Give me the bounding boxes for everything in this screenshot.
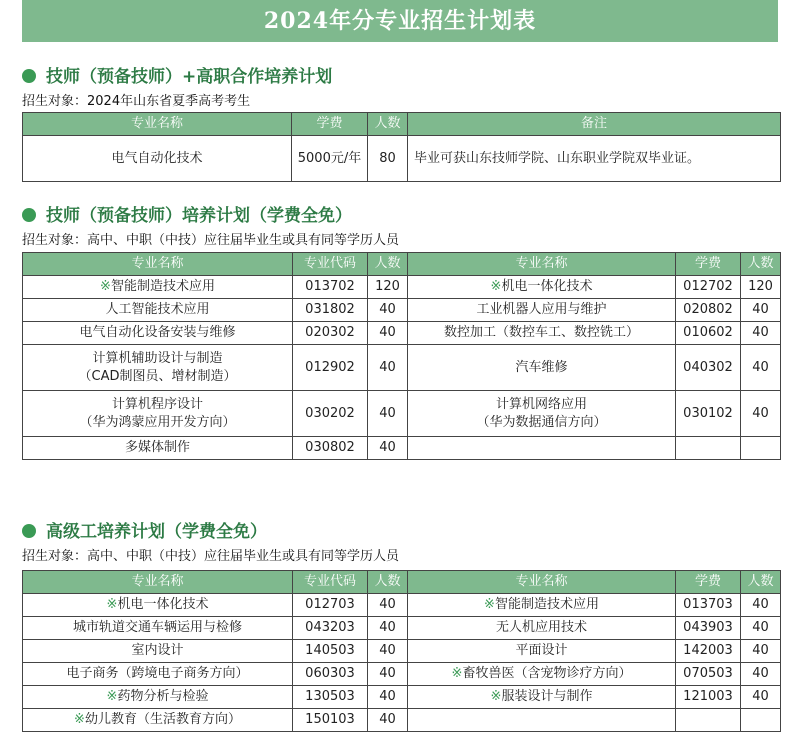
col-header: 备注 [408, 113, 781, 136]
major-code: 130503 [293, 686, 368, 709]
enrollment-count: 120 [741, 276, 781, 299]
col-header: 专业代码 [293, 571, 368, 594]
major-label: 计算机程序设计 [111, 396, 203, 412]
major-name [23, 391, 293, 437]
note-mark-icon: ※ [74, 712, 85, 728]
major-label: 智能制造技术应用 [494, 597, 599, 613]
enrollment-count: 40 [368, 686, 408, 709]
major-code: 012902 [293, 345, 368, 391]
table-row [23, 594, 781, 617]
major-name: 城市轨道交通车辆运用与检修 [23, 617, 293, 640]
table-header [23, 571, 781, 594]
col-header: 专业代码 [293, 253, 368, 276]
major-name: 室内设计 [23, 640, 293, 663]
major-sublabel: （华为数据通信方向） [476, 414, 607, 430]
major-code: 013702 [293, 276, 368, 299]
major-code: 043903 [676, 617, 741, 640]
enrollment-count: 40 [741, 391, 781, 437]
table-row [23, 686, 781, 709]
major-label: 机电一体化技术 [117, 597, 209, 613]
major-code: 121003 [676, 686, 741, 709]
major-label: 服装设计与制作 [501, 689, 593, 705]
major-code: 070503 [676, 663, 741, 686]
major-name: 汽车维修 [408, 345, 676, 391]
major-name [408, 663, 676, 686]
enrollment-count: 40 [368, 299, 408, 322]
remark: 毕业可获山东技师学院、山东职业学院双毕业证。 [408, 136, 781, 182]
note-mark-icon: ※ [484, 597, 495, 613]
empty-cell [741, 709, 781, 732]
major-name: 电气自动化设备安装与维修 [23, 322, 293, 345]
major-name: 人工智能技术应用 [23, 299, 293, 322]
major-code: 012703 [293, 594, 368, 617]
enrollment-count: 40 [741, 617, 781, 640]
table-row [23, 276, 781, 299]
enrollment-count: 40 [368, 594, 408, 617]
major-code: 060303 [293, 663, 368, 686]
enrollment-count: 40 [741, 594, 781, 617]
enrollment-count: 40 [368, 322, 408, 345]
tuition: 5000元/年 [292, 136, 368, 182]
major-code: 040302 [676, 345, 741, 391]
section-1-target: 招生对象：2024年山东省夏季高考考生 [22, 94, 251, 109]
col-header: 专业名称 [23, 253, 293, 276]
col-header: 人数 [741, 253, 781, 276]
empty-cell [741, 437, 781, 460]
major-name [23, 709, 293, 732]
major-label: 计算机网络应用 [495, 396, 587, 412]
col-header: 人数 [368, 571, 408, 594]
empty-cell [676, 709, 741, 732]
table-row [23, 437, 781, 460]
enrollment-count: 40 [741, 299, 781, 322]
col-header: 专业名称 [23, 571, 293, 594]
col-header: 人数 [368, 253, 408, 276]
enrollment-count: 120 [368, 276, 408, 299]
note-mark-icon: ※ [106, 597, 118, 613]
empty-cell [408, 709, 676, 732]
major-name: 数控加工（数控车工、数控铣工） [408, 322, 676, 345]
col-header: 学费 [676, 571, 741, 594]
major-sublabel: （CAD制图员、增材制造） [78, 368, 237, 384]
section-2-heading [22, 201, 352, 226]
table-row [23, 640, 781, 663]
table-3 [22, 570, 781, 732]
col-header: 专业名称 [408, 253, 676, 276]
major-name: 电子商务（跨境电子商务方向） [23, 663, 293, 686]
section-1-title: 技师（预备技师）+高职合作培养计划 [46, 67, 333, 87]
page-title: 2024年分专业招生计划表 [22, 0, 778, 42]
enrollment-count: 40 [741, 322, 781, 345]
col-header: 学费 [292, 113, 368, 136]
enrollment-count: 80 [368, 136, 408, 182]
major-code: 142003 [676, 640, 741, 663]
note-mark-icon: ※ [106, 689, 118, 705]
table-row [23, 663, 781, 686]
enrollment-count: 40 [368, 617, 408, 640]
note-mark-icon: ※ [451, 666, 463, 682]
major-label: 智能制造技术应用 [110, 279, 215, 295]
table-header [23, 113, 781, 136]
major-name [23, 594, 293, 617]
major-name: 多媒体制作 [23, 437, 293, 460]
table-1 [22, 112, 781, 182]
major-name [408, 391, 676, 437]
major-name [23, 345, 293, 391]
col-header: 人数 [741, 571, 781, 594]
enrollment-count: 40 [368, 640, 408, 663]
section-3-title: 高级工培养计划（学费全免） [46, 522, 267, 542]
note-mark-icon: ※ [100, 279, 111, 295]
empty-cell [676, 437, 741, 460]
major-label: 幼儿教育（生活教育方向） [84, 712, 241, 728]
section-3-target: 招生对象：高中、中职（中技）应往届毕业生或具有同等学历人员 [22, 549, 400, 564]
major-code: 013703 [676, 594, 741, 617]
major-label: 畜牧兽医（含宠物诊疗方向） [462, 666, 632, 682]
major-label: 机电一体化技术 [501, 279, 593, 295]
major-name [408, 686, 676, 709]
enrollment-count: 40 [368, 709, 408, 732]
enrollment-count: 40 [741, 640, 781, 663]
major-code: 010602 [676, 322, 741, 345]
col-header: 专业名称 [408, 571, 676, 594]
major-name: 平面设计 [408, 640, 676, 663]
empty-cell [408, 437, 676, 460]
bullet-icon [22, 524, 36, 538]
bullet-icon [22, 69, 36, 83]
enrollment-count: 40 [368, 663, 408, 686]
section-1-heading [22, 62, 332, 87]
major-name [23, 686, 293, 709]
section-3-heading [22, 517, 267, 542]
major-code: 030102 [676, 391, 741, 437]
table-2 [22, 252, 781, 460]
table-header [23, 253, 781, 276]
col-header: 专业名称 [23, 113, 292, 136]
major-sublabel: （华为鸿蒙应用开发方向） [79, 414, 236, 430]
major-name: 无人机应用技术 [408, 617, 676, 640]
major-code: 012702 [676, 276, 741, 299]
enrollment-count: 40 [368, 437, 408, 460]
table-row [23, 322, 781, 345]
note-mark-icon: ※ [490, 279, 502, 295]
major-label: 计算机辅助设计与制造 [92, 350, 223, 366]
major-code: 030802 [293, 437, 368, 460]
major-code: 031802 [293, 299, 368, 322]
enrollment-count: 40 [741, 345, 781, 391]
major-code: 020802 [676, 299, 741, 322]
col-header: 人数 [368, 113, 408, 136]
bullet-icon [22, 208, 36, 222]
major-name [408, 276, 676, 299]
enrollment-count: 40 [368, 391, 408, 437]
major-name [408, 594, 676, 617]
table-row [23, 345, 781, 391]
col-header: 学费 [676, 253, 741, 276]
section-2-title: 技师（预备技师）培养计划（学费全免） [46, 206, 352, 226]
major-code: 043203 [293, 617, 368, 640]
table-row [23, 391, 781, 437]
table-row [23, 709, 781, 732]
major-code: 020302 [293, 322, 368, 345]
major-name: 电气自动化技术 [23, 136, 292, 182]
section-2-target: 招生对象：高中、中职（中技）应往届毕业生或具有同等学历人员 [22, 233, 400, 248]
major-name: 工业机器人应用与维护 [408, 299, 676, 322]
table-row [23, 136, 781, 182]
major-code: 140503 [293, 640, 368, 663]
major-name [23, 276, 293, 299]
major-label: 药物分析与检验 [117, 689, 209, 705]
table-row [23, 617, 781, 640]
enrollment-count: 40 [368, 345, 408, 391]
major-code: 150103 [293, 709, 368, 732]
major-code: 030202 [293, 391, 368, 437]
table-row [23, 299, 781, 322]
enrollment-count: 40 [741, 663, 781, 686]
enrollment-count: 40 [741, 686, 781, 709]
note-mark-icon: ※ [490, 689, 502, 705]
